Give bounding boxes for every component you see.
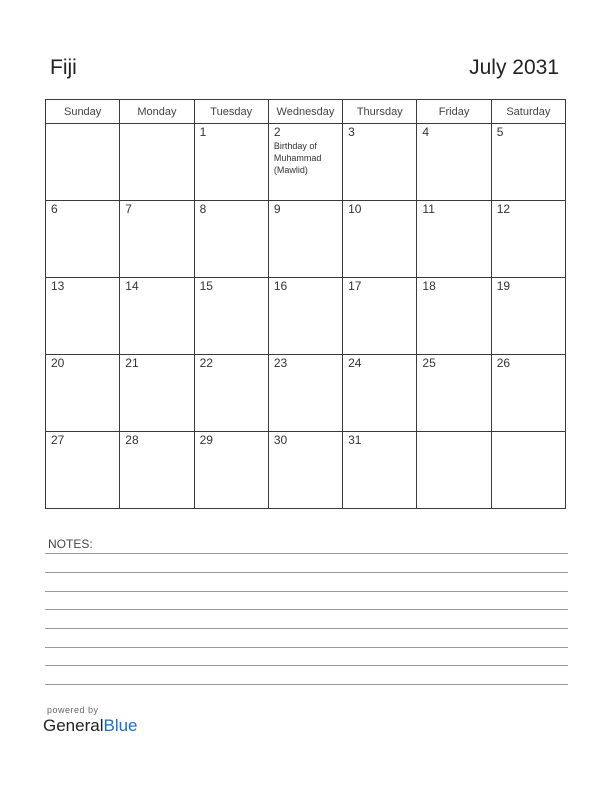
day-cell [268,201,342,278]
note-line [45,647,568,648]
note-line [45,591,568,592]
note-line [45,665,568,666]
day-number: 17 [348,279,362,293]
day-number: 30 [273,433,288,447]
day-number: 2 [273,125,281,139]
day-cell [120,355,194,432]
day-number: 10 [348,202,362,216]
day-number [417,432,490,434]
day-number: 24 [348,356,362,370]
day-number: 7 [125,202,132,216]
day-cell [268,432,342,509]
day-cell [194,201,268,278]
day-number: 3 [348,125,355,139]
weekday-header: Monday [120,100,194,124]
day-cell [46,432,120,509]
calendar-month-title: July 2031 [469,56,559,79]
note-line [45,628,568,629]
day-number: 16 [273,279,288,293]
weekday-header: Tuesday [194,100,268,124]
day-number [46,124,119,126]
day-cell [46,124,120,201]
day-cell [491,124,565,201]
day-cell [417,124,491,201]
day-cell [194,355,268,432]
day-number: 5 [496,125,504,139]
day-cell [194,432,268,509]
day-number: 15 [199,279,213,293]
week-row [46,432,566,509]
day-cell [491,432,565,509]
day-cell [491,278,565,355]
weekday-header: Friday [417,100,491,124]
calendar-country-title: Fiji [50,56,77,79]
week-row [46,124,566,201]
day-cell [343,124,417,201]
brand-name-part1: General [43,716,104,735]
weekday-header: Saturday [491,100,565,124]
generalblue-logo [43,716,138,736]
brand-name-part2: Blue [103,716,138,735]
day-number: 12 [496,202,511,216]
day-number: 31 [348,433,362,447]
note-line [45,572,568,573]
day-number: 13 [51,279,65,293]
day-cell [343,278,417,355]
day-cell [491,201,565,278]
week-row [46,201,566,278]
week-row [46,278,566,355]
day-number: 19 [496,279,511,293]
day-cell [417,201,491,278]
day-cell [46,278,120,355]
note-line [45,684,568,685]
day-number: 9 [273,202,281,216]
day-cell [417,355,491,432]
day-cell [194,278,268,355]
day-cell [268,278,342,355]
day-number [492,432,565,434]
day-cell [268,355,342,432]
day-cell [46,355,120,432]
day-number: 18 [422,279,436,293]
day-cell [46,201,120,278]
day-cell [343,201,417,278]
day-cell [268,124,342,201]
day-number: 1 [199,125,207,139]
day-number [120,124,193,126]
day-cell [194,124,268,201]
notes-label: NOTES: [48,537,93,551]
day-number: 25 [422,356,436,370]
day-cell [120,432,194,509]
weekday-header: Thursday [343,100,417,124]
week-row [46,355,566,432]
day-number: 4 [422,125,430,139]
day-number: 28 [125,433,139,447]
day-number: 29 [199,433,213,447]
day-cell [120,124,194,201]
weekday-header: Wednesday [268,100,342,124]
note-line [45,609,568,610]
day-number: 22 [199,356,213,370]
day-cell [343,432,417,509]
day-number: 27 [51,433,65,447]
holiday-event: Birthday of Muhammad (Mawlid) [273,141,322,175]
note-line [45,553,568,554]
weekday-header-row [46,100,566,124]
day-number: 26 [496,356,511,370]
weekday-header: Sunday [46,100,120,124]
day-cell [491,355,565,432]
day-cell [120,201,194,278]
day-number: 11 [422,202,435,216]
day-cell [417,432,491,509]
day-number: 23 [273,356,288,370]
day-number: 20 [51,356,65,370]
powered-by-text: powered by [47,705,99,715]
day-number: 6 [51,202,58,216]
calendar-grid [45,99,566,509]
day-cell [120,278,194,355]
day-cell [417,278,491,355]
day-number: 14 [125,279,139,293]
day-cell [343,355,417,432]
day-number: 8 [199,202,207,216]
day-number: 21 [125,356,139,370]
